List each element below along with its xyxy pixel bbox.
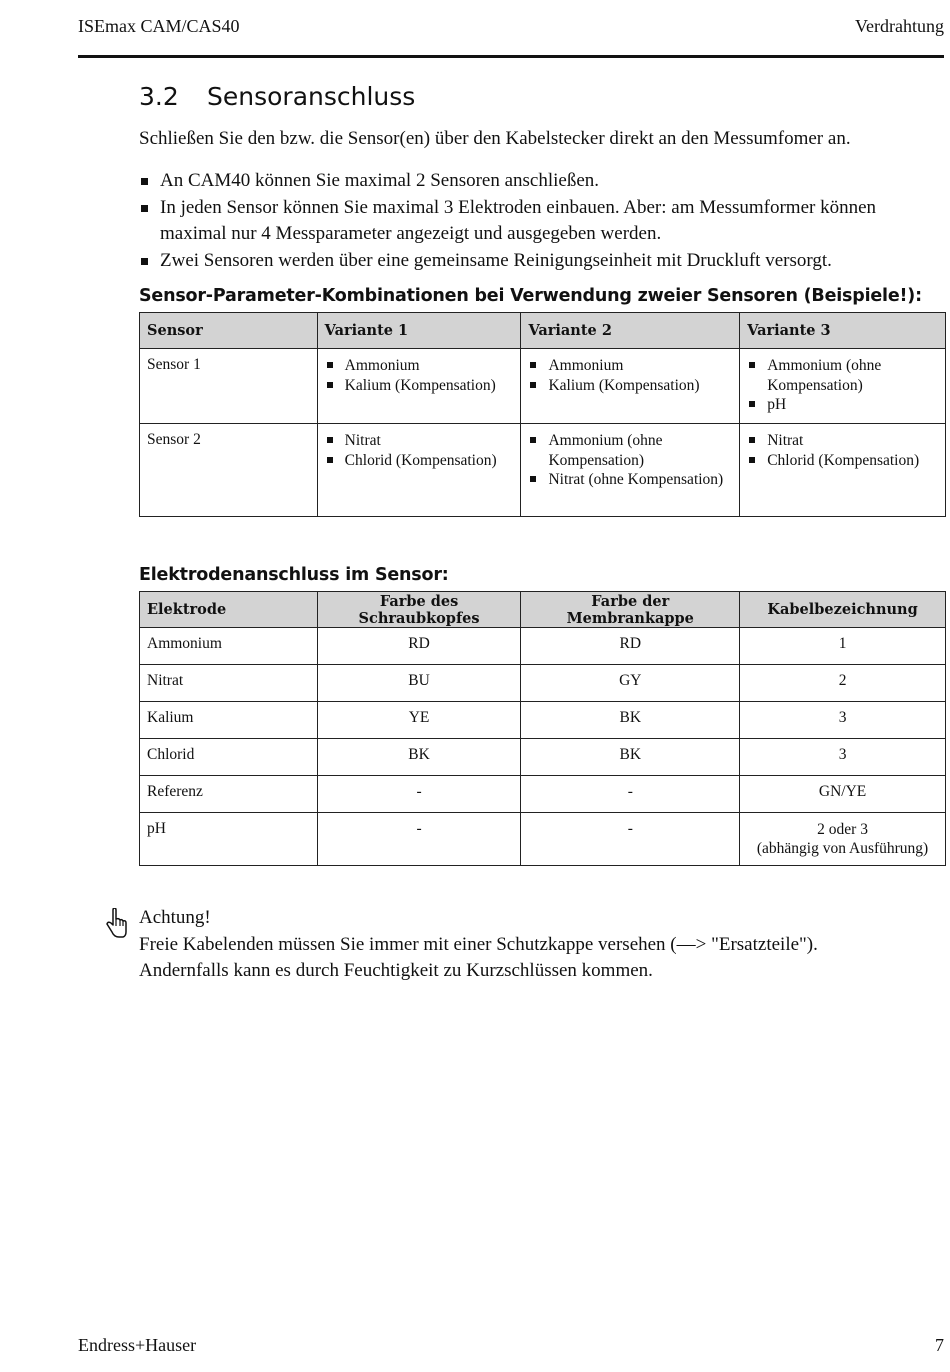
table-cell: Ammonium (ohne Kompensation) pH (740, 349, 946, 424)
bullet-item: An CAM40 können Sie maximal 2 Sensoren anschließen. (139, 168, 944, 195)
table-header-cell: Variante 3 (740, 313, 946, 349)
table-cell: Ammonium (ohne Kompensation) Nitrat (ohne Kompensation) (521, 424, 740, 517)
table-header-cell: Variante 1 (317, 313, 521, 349)
section-heading (139, 82, 415, 111)
sensor-combination-table (139, 312, 946, 517)
table-row (140, 776, 946, 813)
header-product-name: ISEmax CAM/CAS40 (78, 16, 240, 36)
bullet-square-icon (327, 437, 333, 443)
pointing-hand-icon (104, 908, 128, 940)
bullet-list (139, 168, 944, 274)
bullet-item: Zwei Sensoren werden über eine gemeinsame Reinigungseinheit mit Druckluft versorgt. (139, 248, 944, 275)
table-cell: 2 oder 3 (abhängig von Ausführung) (740, 813, 946, 866)
table-row (140, 813, 946, 866)
table-row (140, 349, 946, 424)
table2-title: Elektrodenanschluss im Sensor: (139, 565, 449, 585)
table-row (140, 739, 946, 776)
table-row (140, 628, 946, 665)
table-header-cell: Variante 2 (521, 313, 740, 349)
table-cell: 1 (740, 628, 946, 665)
ph-note: (abhängig von Ausführung) (756, 840, 929, 857)
table-row (140, 665, 946, 702)
bullet-square-icon (327, 457, 333, 463)
section-title: Sensoranschluss (207, 82, 416, 111)
table-cell: BK (521, 702, 740, 739)
intro-paragraph: Schließen Sie den bzw. die Sensor(en) über den Kabelstecker direkt an den Messumfomer an. (139, 128, 851, 149)
bullet-square-icon (327, 362, 333, 368)
electrode-connection-table (139, 591, 946, 866)
table-cell: BK (521, 739, 740, 776)
table-cell: Ammonium (140, 628, 318, 665)
page-number: 7 (935, 1335, 944, 1355)
table-cell: - (521, 776, 740, 813)
table-cell: GY (521, 665, 740, 702)
table-cell: Kalium (140, 702, 318, 739)
table-cell: - (521, 813, 740, 866)
table-cell: Sensor 2 (140, 424, 318, 517)
table-cell: BU (317, 665, 521, 702)
table-cell: Ammonium Kalium (Kompensation) (521, 349, 740, 424)
bullet-item: In jeden Sensor können Sie maximal 3 Elektroden einbauen. Aber: am Messumformer können maximal nur 4 Messparameter angezeigt und ausgegeben werden. (139, 195, 944, 248)
bullet-square-icon (749, 362, 755, 368)
warning-note (139, 905, 944, 985)
table-cell: Nitrat (140, 665, 318, 702)
table-cell: YE (317, 702, 521, 739)
table-cell: pH (140, 813, 318, 866)
bullet-square-icon (141, 205, 148, 212)
table-cell: 3 (740, 702, 946, 739)
table-cell: Nitrat Chlorid (Kompensation) (317, 424, 521, 517)
footer-company: Endress+Hauser (78, 1335, 197, 1355)
table-cell: GN/YE (740, 776, 946, 813)
bullet-square-icon (749, 401, 755, 407)
note-line: Freie Kabelenden müssen Sie immer mit einer Schutzkappe versehen (—> "Ersatzteile"). (139, 933, 818, 955)
table-cell: - (317, 776, 521, 813)
table-row (140, 424, 946, 517)
table-cell: BK (317, 739, 521, 776)
bullet-square-icon (530, 437, 536, 443)
table-header-row (140, 313, 946, 349)
table-cell: - (317, 813, 521, 866)
table-cell: Nitrat Chlorid (Kompensation) (740, 424, 946, 517)
table-cell: 2 (740, 665, 946, 702)
note-title: Achtung! (139, 907, 211, 928)
bullet-square-icon (141, 178, 148, 185)
table1-title: Sensor-Parameter-Kombinationen bei Verwendung zweier Sensoren (Beispiele!): (139, 286, 922, 306)
bullet-square-icon (530, 362, 536, 368)
bullet-square-icon (141, 258, 148, 265)
bullet-square-icon (327, 382, 333, 388)
bullet-square-icon (749, 437, 755, 443)
table-cell: Ammonium Kalium (Kompensation) (317, 349, 521, 424)
table-header-cell: Farbe des Schraubkopfes (317, 592, 521, 628)
table-cell: Referenz (140, 776, 318, 813)
table-header-cell: Elektrode (140, 592, 318, 628)
header-chapter-name: Verdrahtung (855, 16, 944, 36)
header-rule (78, 55, 944, 58)
table-header-row (140, 592, 946, 628)
table-row (140, 702, 946, 739)
section-number: 3.2 (139, 82, 179, 111)
table-cell: Sensor 1 (140, 349, 318, 424)
note-line: Andernfalls kann es durch Feuchtigkeit zu Kurzschlüssen kommen. (139, 960, 653, 981)
bullet-square-icon (530, 382, 536, 388)
table-cell: RD (317, 628, 521, 665)
table-header-cell: Farbe der Membrankappe (521, 592, 740, 628)
table-cell: RD (521, 628, 740, 665)
table-header-cell: Kabelbezeichnung (740, 592, 946, 628)
table-header-cell: Sensor (140, 313, 318, 349)
bullet-square-icon (530, 476, 536, 482)
table-cell: Chlorid (140, 739, 318, 776)
bullet-square-icon (749, 457, 755, 463)
table-cell: 3 (740, 739, 946, 776)
